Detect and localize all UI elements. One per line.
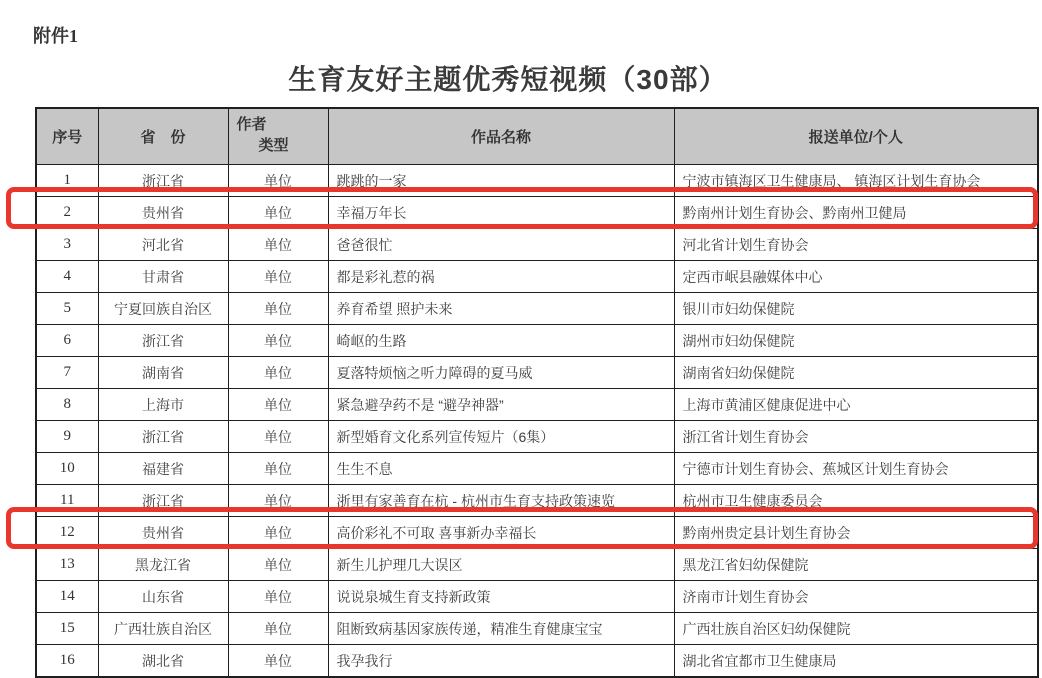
cell-province: 浙江省 <box>98 485 228 517</box>
table-row <box>36 613 1038 645</box>
cell-author-type: 单位 <box>228 549 328 581</box>
cell-work: 跳跳的一家 <box>328 165 674 197</box>
cell-index: 11 <box>36 485 98 517</box>
cell-province: 宁夏回族自治区 <box>98 293 228 325</box>
cell-index: 6 <box>36 325 98 357</box>
cell-province: 河北省 <box>98 229 228 261</box>
table-body <box>36 165 1038 678</box>
cell-author-type: 单位 <box>228 197 328 229</box>
cell-province: 广西壮族自治区 <box>98 613 228 645</box>
cell-submitter: 定西市岷县融媒体中心 <box>674 261 1038 293</box>
cell-province: 贵州省 <box>98 517 228 549</box>
cell-author-type: 单位 <box>228 293 328 325</box>
cell-author-type: 单位 <box>228 229 328 261</box>
cell-work: 崎岖的生路 <box>328 325 674 357</box>
cell-submitter: 黑龙江省妇幼保健院 <box>674 549 1038 581</box>
cell-submitter: 湖北省宜都市卫生健康局 <box>674 645 1038 678</box>
cell-author-type: 单位 <box>228 645 328 678</box>
cell-submitter: 湖南省妇幼保健院 <box>674 357 1038 389</box>
cell-province: 浙江省 <box>98 165 228 197</box>
cell-work: 说说泉城生育支持新政策 <box>328 581 674 613</box>
cell-index: 15 <box>36 613 98 645</box>
cell-work: 养育希望 照护未来 <box>328 293 674 325</box>
table-row <box>36 485 1038 517</box>
cell-submitter: 湖州市妇幼保健院 <box>674 325 1038 357</box>
table-row <box>36 293 1038 325</box>
cell-province: 浙江省 <box>98 325 228 357</box>
cell-submitter: 河北省计划生育协会 <box>674 229 1038 261</box>
cell-work: 都是彩礼惹的祸 <box>328 261 674 293</box>
table-row <box>36 229 1038 261</box>
cell-author-type: 单位 <box>228 453 328 485</box>
cell-index: 10 <box>36 453 98 485</box>
cell-province: 福建省 <box>98 453 228 485</box>
header-index: 序号 <box>36 108 98 165</box>
cell-index: 9 <box>36 421 98 453</box>
cell-author-type: 单位 <box>228 485 328 517</box>
cell-work: 新型婚育文化系列宣传短片（6集） <box>328 421 674 453</box>
cell-work: 爸爸很忙 <box>328 229 674 261</box>
table-row <box>36 549 1038 581</box>
cell-submitter: 黔南州计划生育协会、黔南州卫健局 <box>674 197 1038 229</box>
cell-index: 16 <box>36 645 98 678</box>
cell-work: 紧急避孕药不是 “避孕神器” <box>328 389 674 421</box>
cell-author-type: 单位 <box>228 613 328 645</box>
cell-submitter: 上海市黄浦区健康促进中心 <box>674 389 1038 421</box>
cell-submitter: 济南市计划生育协会 <box>674 581 1038 613</box>
cell-author-type: 单位 <box>228 421 328 453</box>
cell-work: 新生儿护理几大误区 <box>328 549 674 581</box>
cell-submitter: 黔南州贵定县计划生育协会 <box>674 517 1038 549</box>
cell-work: 高价彩礼不可取 喜事新办幸福长 <box>328 517 674 549</box>
table-row <box>36 389 1038 421</box>
cell-submitter: 广西壮族自治区妇幼保健院 <box>674 613 1038 645</box>
cell-submitter: 宁德市计划生育协会、蕉城区计划生育协会 <box>674 453 1038 485</box>
cell-author-type: 单位 <box>228 325 328 357</box>
table-row <box>36 581 1038 613</box>
cell-index: 12 <box>36 517 98 549</box>
cell-submitter: 宁波市镇海区卫生健康局、 镇海区计划生育协会 <box>674 165 1038 197</box>
cell-index: 14 <box>36 581 98 613</box>
table-row <box>36 645 1038 678</box>
cell-work: 阻断致病基因家族传递，精准生育健康宝宝 <box>328 613 674 645</box>
video-table <box>35 107 1039 678</box>
table-row <box>36 357 1038 389</box>
cell-province: 贵州省 <box>98 197 228 229</box>
cell-index: 13 <box>36 549 98 581</box>
table-row <box>36 165 1038 197</box>
cell-province: 湖北省 <box>98 645 228 678</box>
cell-province: 浙江省 <box>98 421 228 453</box>
cell-submitter: 银川市妇幼保健院 <box>674 293 1038 325</box>
cell-index: 7 <box>36 357 98 389</box>
cell-index: 8 <box>36 389 98 421</box>
header-author-type-line2: 类型 <box>258 137 289 154</box>
table-header <box>36 108 1038 165</box>
cell-work: 我孕我行 <box>328 645 674 678</box>
table-row <box>36 197 1038 229</box>
cell-province: 山东省 <box>98 581 228 613</box>
cell-province: 甘肃省 <box>98 261 228 293</box>
header-author-type <box>228 108 328 165</box>
cell-author-type: 单位 <box>228 389 328 421</box>
cell-author-type: 单位 <box>228 357 328 389</box>
cell-work: 生生不息 <box>328 453 674 485</box>
header-province: 省 份 <box>98 108 228 165</box>
table-row <box>36 261 1038 293</box>
page-title: 生育友好主题优秀短视频（30部） <box>288 64 728 95</box>
cell-author-type: 单位 <box>228 581 328 613</box>
cell-work: 夏落特烦恼之听力障碍的夏马威 <box>328 357 674 389</box>
cell-province: 黑龙江省 <box>98 549 228 581</box>
cell-submitter: 浙江省计划生育协会 <box>674 421 1038 453</box>
cell-author-type: 单位 <box>228 165 328 197</box>
table-row <box>36 517 1038 549</box>
cell-work: 浙里有家善育在杭 - 杭州市生育支持政策速览 <box>328 485 674 517</box>
cell-index: 1 <box>36 165 98 197</box>
header-submitter: 报送单位/个人 <box>674 108 1038 165</box>
cell-author-type: 单位 <box>228 261 328 293</box>
table-row <box>36 325 1038 357</box>
cell-index: 5 <box>36 293 98 325</box>
header-author-type-line1: 作者 <box>236 116 267 133</box>
attachment-label: 附件1 <box>33 26 78 46</box>
cell-index: 2 <box>36 197 98 229</box>
cell-index: 4 <box>36 261 98 293</box>
cell-province: 湖南省 <box>98 357 228 389</box>
table-row <box>36 453 1038 485</box>
header-work: 作品名称 <box>328 108 674 165</box>
cell-author-type: 单位 <box>228 517 328 549</box>
cell-submitter: 杭州市卫生健康委员会 <box>674 485 1038 517</box>
table-row <box>36 421 1038 453</box>
cell-work: 幸福万年长 <box>328 197 674 229</box>
cell-province: 上海市 <box>98 389 228 421</box>
cell-index: 3 <box>36 229 98 261</box>
table-header-row <box>36 108 1038 165</box>
